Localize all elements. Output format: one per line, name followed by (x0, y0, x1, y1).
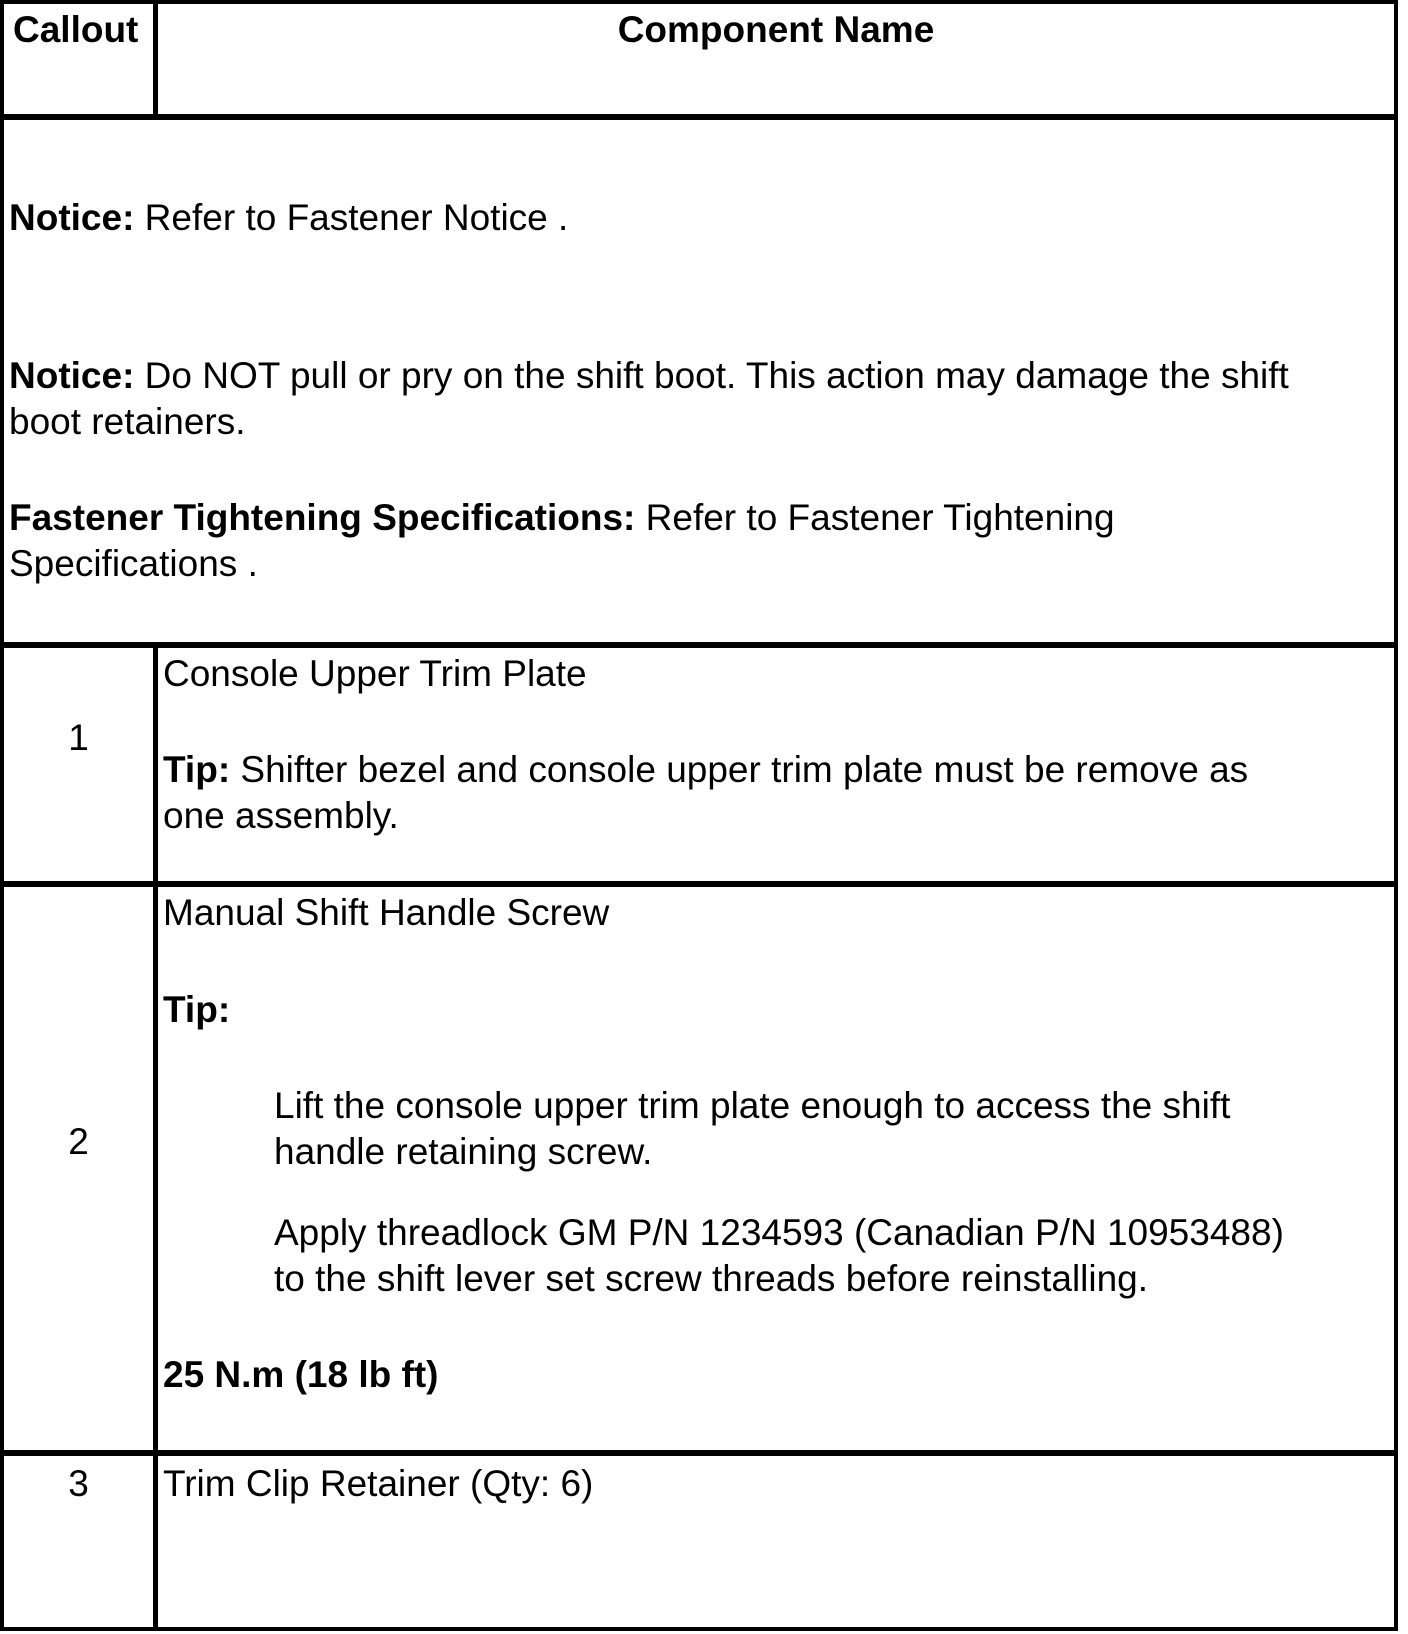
row-divider (4, 114, 1394, 120)
column-divider (153, 648, 158, 1631)
component-name: Manual Shift Handle Screw (163, 892, 610, 933)
fastener-spec-cont: Specifications . (9, 543, 258, 584)
header-callout: Callout (13, 9, 139, 50)
spec-label: Fastener Tightening Specifications: (9, 497, 636, 538)
spec-text: Refer to Fastener Tightening (635, 497, 1115, 538)
component-name: Trim Clip Retainer (Qty: 6) (163, 1463, 594, 1504)
component-name: Console Upper Trim Plate (163, 653, 587, 694)
notice-shift-boot (9, 352, 1289, 400)
tip-text: Shifter bezel and console upper trim plate must be remove as (230, 749, 1249, 790)
tip-label: Tip: (163, 749, 231, 790)
notice-text: Do NOT pull or pry on the shift boot. This action may damage the shift (134, 355, 1289, 396)
row-divider (4, 881, 1394, 887)
callout-number: 2 (68, 1121, 89, 1162)
tip-line (163, 746, 1248, 794)
notice-text: Refer to Fastener Notice . (134, 197, 569, 238)
notice-shift-boot-cont: boot retainers. (9, 401, 246, 442)
row-divider (4, 642, 1394, 648)
fastener-spec (9, 494, 1115, 542)
callout-number: 1 (68, 717, 89, 758)
row-divider (4, 1450, 1394, 1456)
tip-step-2-cont: to the shift lever set screw threads before reinstalling. (274, 1258, 1149, 1299)
tip-step-1-cont: handle retaining screw. (274, 1131, 653, 1172)
header-component-name: Component Name (617, 9, 935, 50)
notice-fastener (9, 194, 568, 242)
tip-label: Tip: (163, 989, 231, 1030)
notice-label: Notice: (9, 197, 135, 238)
callout-number: 3 (68, 1463, 89, 1504)
torque-spec: 25 N.m (18 lb ft) (163, 1354, 439, 1395)
tip-line-cont: one assembly. (163, 795, 399, 836)
notice-label: Notice: (9, 355, 135, 396)
tip-step-2: Apply threadlock GM P/N 1234593 (Canadian P/N 10953488) (274, 1212, 1284, 1253)
tip-step-1: Lift the console upper trim plate enough to access the shift (274, 1085, 1231, 1126)
